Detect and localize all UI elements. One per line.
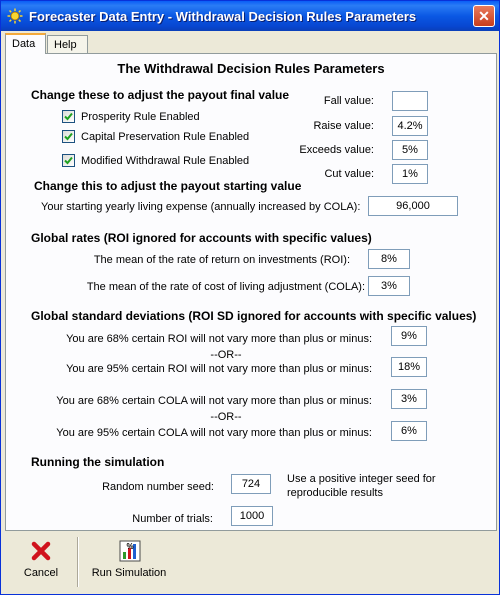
cola-68-input[interactable]: [391, 389, 427, 409]
title-bar[interactable]: [1, 1, 499, 31]
or-separator-cola: --OR--: [210, 411, 242, 423]
bottom-toolbar: [5, 533, 497, 591]
cola-95-label: You are 95% certain COLA will not vary more than plus or minus:: [56, 427, 372, 439]
roi-95-input[interactable]: [391, 357, 427, 377]
or-separator-roi: --OR--: [210, 349, 242, 361]
exceeds-value-label: Exceeds value:: [299, 144, 374, 156]
seed-input[interactable]: [231, 474, 271, 494]
cancel-label: Cancel: [23, 567, 59, 579]
checkmark-icon: [64, 132, 73, 141]
fall-value-input[interactable]: [392, 91, 428, 111]
global-sd-heading: Global standard deviations (ROI SD ignored for accounts with specific values): [31, 309, 477, 323]
raise-value-label: Raise value:: [313, 120, 374, 132]
svg-text:%: %: [126, 542, 134, 551]
cut-value-input[interactable]: [392, 164, 428, 184]
toolbar-separator: [77, 537, 79, 587]
payout-final-heading: Change these to adjust the payout final value: [31, 88, 290, 102]
roi-95-label: You are 95% certain ROI will not vary more than plus or minus:: [66, 363, 372, 375]
run-simulation-button[interactable]: [87, 533, 171, 591]
exceeds-value-input[interactable]: [392, 140, 428, 160]
fall-value-label: Fall value:: [323, 95, 374, 107]
close-button[interactable]: [473, 5, 495, 27]
panel-title: The Withdrawal Decision Rules Parameters: [117, 61, 385, 76]
prosperity-rule-checkbox[interactable]: [62, 110, 75, 123]
roi-mean-label: The mean of the rate of return on investments (ROI):: [93, 254, 350, 266]
modified-withdrawal-label: Modified Withdrawal Rule Enabled: [81, 155, 250, 167]
checkmark-icon: [64, 112, 73, 121]
global-rates-heading: Global rates (ROI ignored for accounts with specific values): [31, 231, 372, 245]
living-expense-label: Your starting yearly living expense (annually increased by COLA):: [41, 201, 361, 213]
red-x-icon: [31, 541, 51, 561]
seed-hint-line1: Use a positive integer seed for: [287, 473, 436, 485]
close-icon: ✕: [478, 8, 490, 24]
cola-95-input[interactable]: [391, 421, 427, 441]
sun-icon: [7, 8, 23, 24]
payout-start-heading: Change this to adjust the payout starting value: [34, 179, 302, 193]
seed-hint-line2: reproducible results: [287, 487, 383, 499]
cola-mean-label: The mean of the rate of cost of living adjustment (COLA):: [86, 281, 365, 293]
tab-data[interactable]: Data: [5, 33, 46, 54]
capital-preservation-checkbox[interactable]: [62, 130, 75, 143]
run-simulation-label: Run Simulation: [91, 567, 167, 579]
seed-label: Random number seed:: [102, 481, 214, 493]
percent-chart-icon: [118, 539, 142, 563]
roi-mean-input[interactable]: [368, 249, 410, 269]
living-expense-input[interactable]: [368, 196, 458, 216]
modified-withdrawal-checkbox[interactable]: [62, 154, 75, 167]
capital-preservation-label: Capital Preservation Rule Enabled: [81, 131, 250, 143]
trials-label: Number of trials:: [132, 513, 213, 525]
trials-input[interactable]: [231, 506, 273, 526]
cancel-button[interactable]: [15, 533, 67, 591]
cola-68-label: You are 68% certain COLA will not vary more than plus or minus:: [56, 395, 372, 407]
cut-value-label: Cut value:: [324, 168, 374, 180]
simulation-heading: Running the simulation: [31, 455, 165, 469]
roi-68-label: You are 68% certain ROI will not vary more than plus or minus:: [66, 333, 372, 345]
raise-value-input[interactable]: [392, 116, 428, 136]
checkmark-icon: [64, 156, 73, 165]
data-panel: [5, 53, 497, 531]
window-title: Forecaster Data Entry - Withdrawal Decision Rules Parameters: [29, 9, 417, 24]
tab-help[interactable]: Help: [47, 35, 88, 53]
prosperity-rule-label: Prosperity Rule Enabled: [81, 111, 200, 123]
roi-68-input[interactable]: [391, 326, 427, 346]
cola-mean-input[interactable]: [368, 276, 410, 296]
